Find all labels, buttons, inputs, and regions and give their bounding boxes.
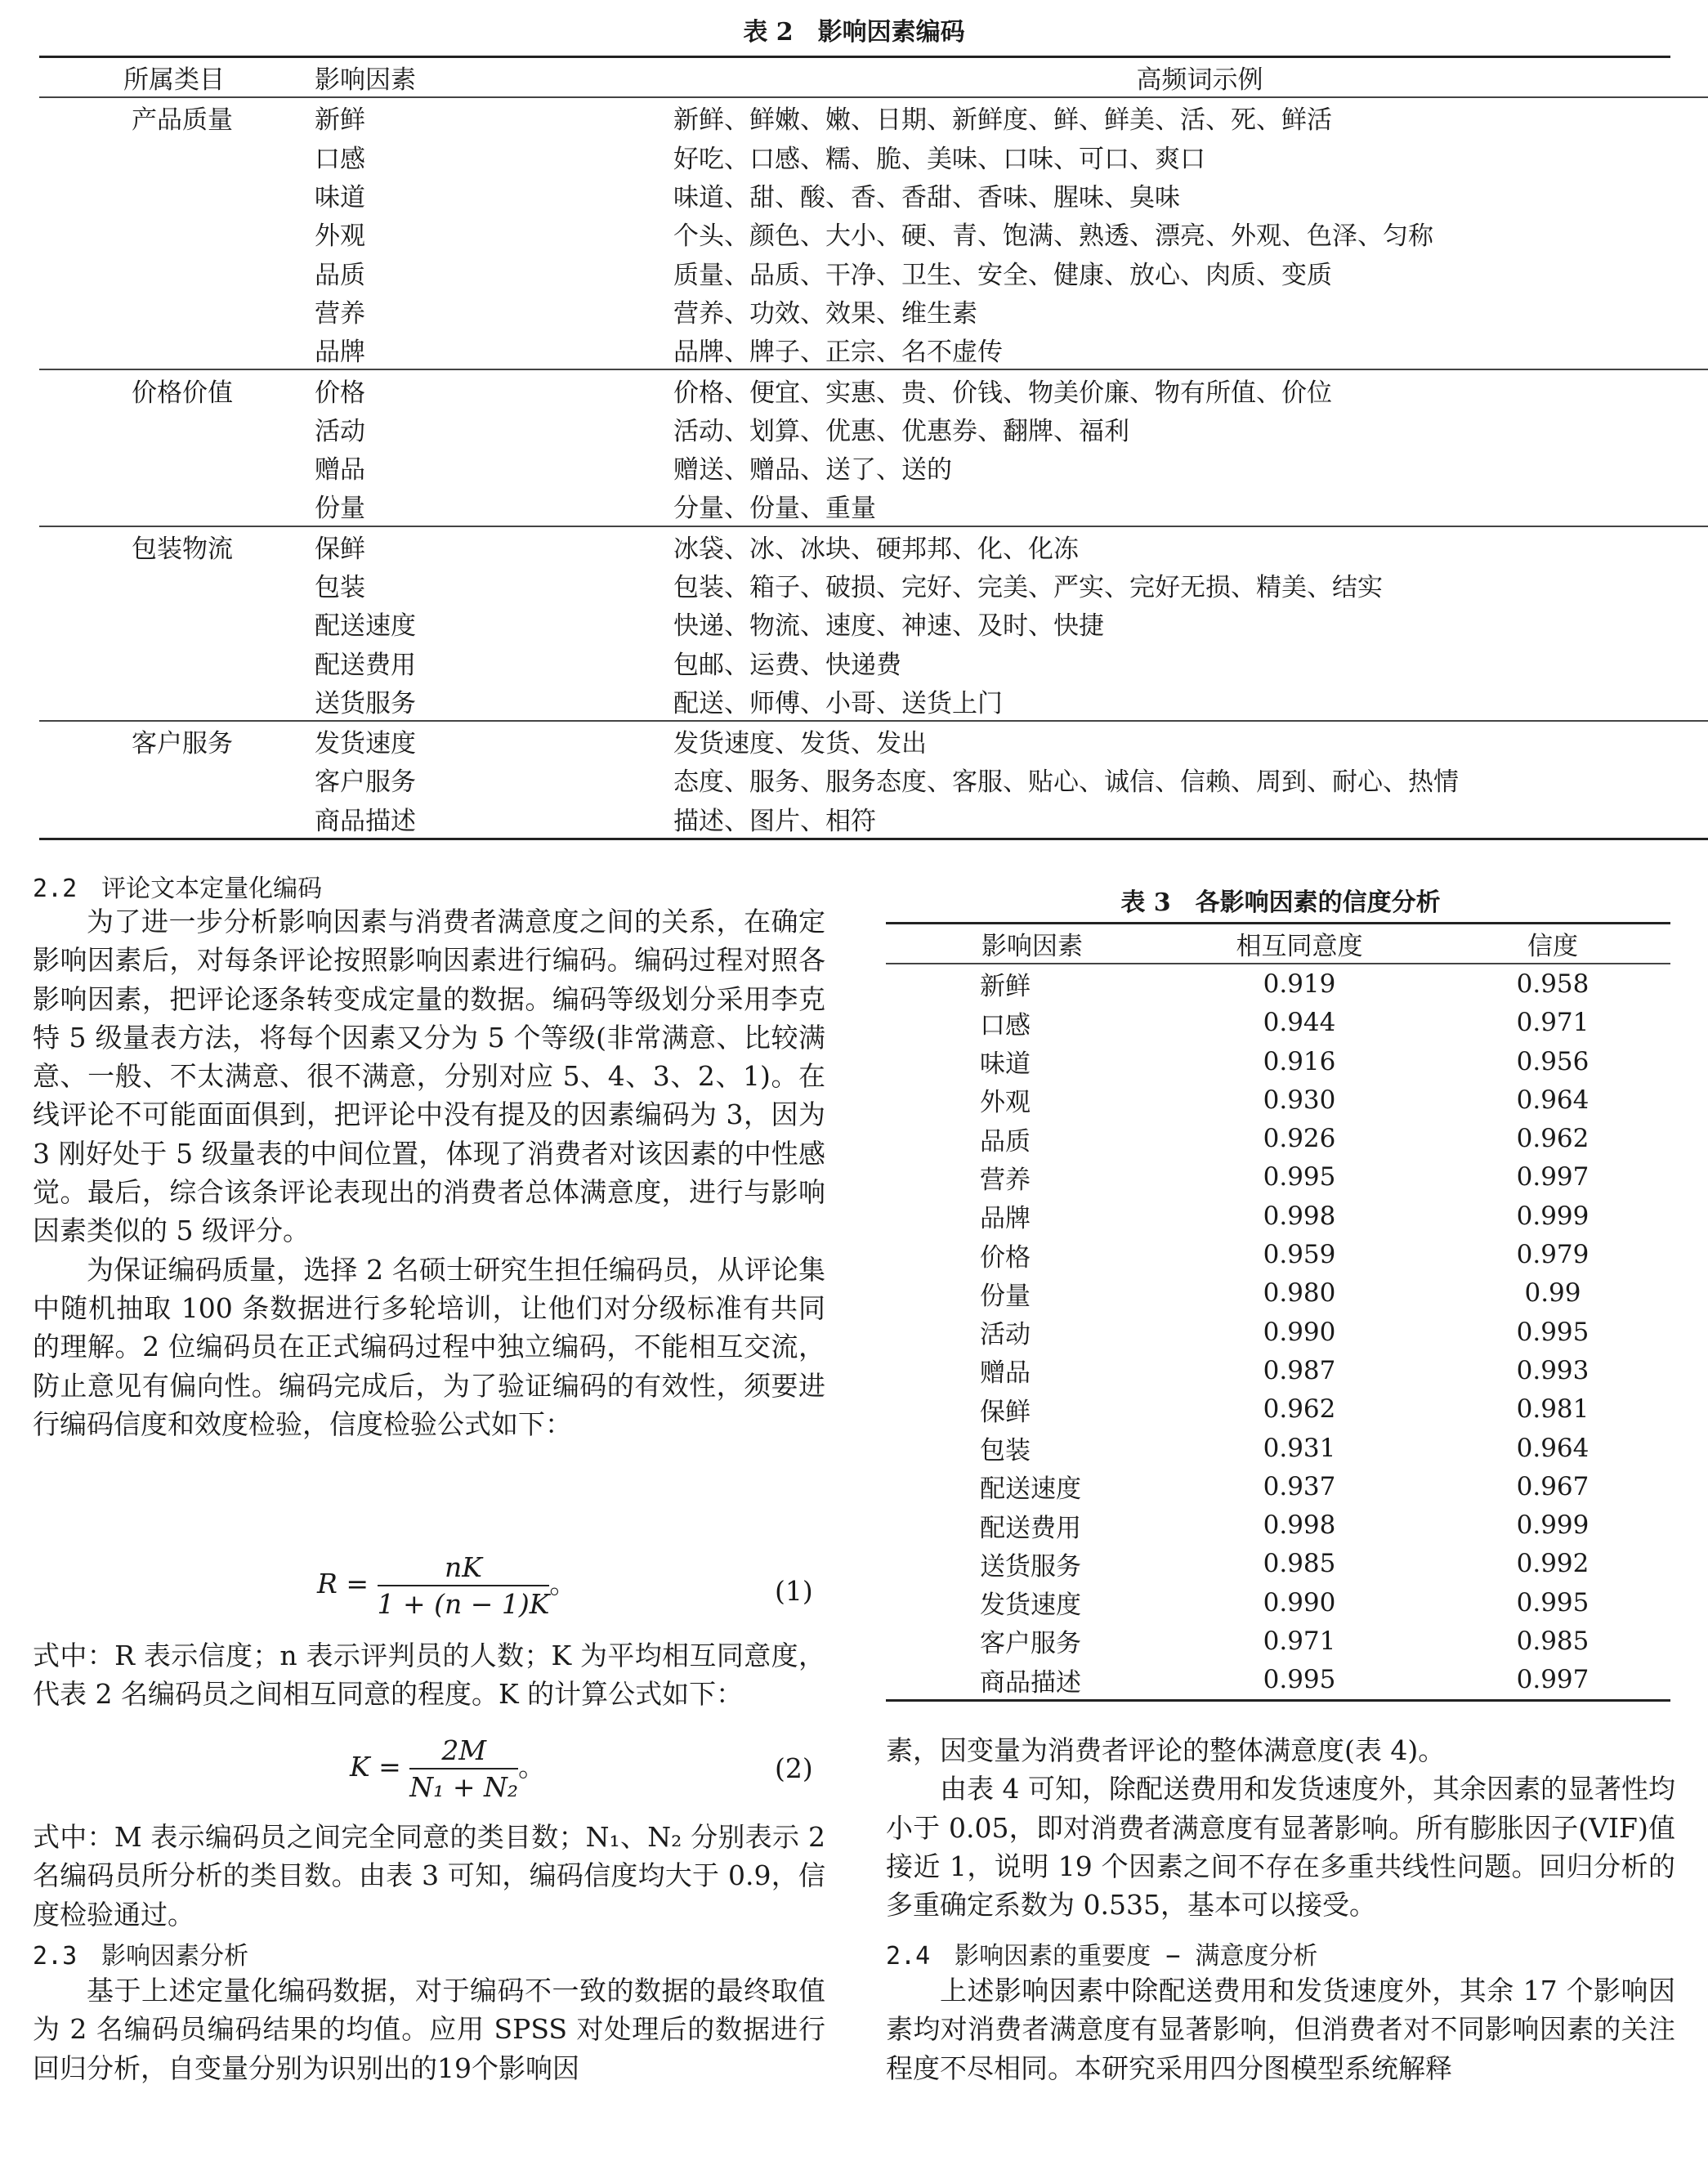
table2-row xyxy=(39,721,1708,760)
table3-factor-cell: 品质 xyxy=(980,1126,1031,1157)
table2-category-cell xyxy=(39,642,315,681)
table2-examples-cell: 味道、甜、酸、香、香甜、香味、腥味、臭味 xyxy=(673,183,1180,213)
table2-examples-cell: 活动、划算、优惠、优惠券、翻牌、福利 xyxy=(673,416,1129,446)
table2-factor-cell: 味道 xyxy=(315,183,365,213)
table3-reliability-cell: 0.997 xyxy=(1516,1665,1590,1695)
table2-row xyxy=(39,137,1708,176)
table2-examples-cell: 质量、品质、干净、卫生、安全、健康、放心、肉质、变质 xyxy=(673,260,1332,290)
para-importance-satisfaction: 上述影响因素中除配送费用和发货速度外，其余 17 个影响因素均对消费者满意度有显著影响，但消费者对不同影响因素的关注程度不尽相同。本研究采用四分图模型系统解释 xyxy=(886,1975,1675,2084)
table2-row xyxy=(39,526,1708,566)
table2-factor-cell: 送货服务 xyxy=(315,688,416,718)
table2-factor-cell: 配送速度 xyxy=(315,611,416,642)
table3-agreement-cell: 0.990 xyxy=(1263,1317,1336,1347)
table3-agreement-cell: 0.931 xyxy=(1263,1433,1336,1463)
table3-reliability-cell: 0.995 xyxy=(1516,1317,1590,1347)
table3-reliability-cell: 0.99 xyxy=(1524,1278,1581,1309)
table3-reliability-cell: 0.981 xyxy=(1516,1394,1590,1425)
table2-category-cell xyxy=(39,604,315,642)
table3 xyxy=(886,924,1670,1702)
table3-factor-cell: 配送费用 xyxy=(980,1513,1081,1543)
eq2-fraction xyxy=(409,1734,518,1803)
table2-row xyxy=(39,253,1708,291)
table2-category-cell xyxy=(39,486,315,526)
table3-row xyxy=(886,1545,1670,1583)
para-coding-quality: 为保证编码质量，选择 2 名硕士研究生担任编码员，从评论集中随机抽取 100 条数据进行多轮培训，让他们对分级标准有共同的理解。2 位编码员在正式编码过程中独立编码，不能相互交流，防止意见有偏向性。编码完成后，为了验证编码的有效性，须要进行编码信度和效度检验，信度检验公式如下： xyxy=(33,1253,825,1440)
table2-factor-cell: 外观 xyxy=(315,221,365,252)
table3-header-row xyxy=(886,924,1670,964)
table3-agreement-cell: 0.990 xyxy=(1263,1587,1336,1617)
table3-reliability-cell: 0.993 xyxy=(1516,1355,1590,1385)
table2-examples-cell: 快递、物流、速度、神速、及时、快捷 xyxy=(673,611,1104,642)
table3-row xyxy=(886,1661,1670,1701)
table2-factor-cell: 客户服务 xyxy=(315,767,416,798)
table3-reliability-cell: 0.997 xyxy=(1516,1162,1590,1192)
table2-factor-cell: 新鲜 xyxy=(315,105,365,136)
table3-reliability-cell: 0.999 xyxy=(1516,1510,1590,1541)
para-coding-intro: 为了进一步分析影响因素与消费者满意度之间的关系，在确定影响因素后，对每条评论按照影响因素进行编码。编码过程对照各影响因素，把评论逐条转变成定量的数据。编码等级划分采用李克特 5 级量表方法，将每个因素又分为 5 个等级(非常满意、比较满意、一般、不太满意、很不满意，分别对应 5、4、3、2、1)。在线评论不可能面面俱到，把评论中没有提及的因素编码为 3，因为 3 刚好处于 5 级量表的中间位置，体现了消费者对该因素的中性感觉。最后，综合该条评论表现出的消费者总体满意度，进行与影响因素类似的 5 级评分。 xyxy=(33,906,825,1247)
table3-agreement-cell: 0.995 xyxy=(1263,1665,1336,1695)
table2-category-cell xyxy=(39,292,315,330)
table2-examples-cell: 好吃、口感、糯、脆、美味、口味、可口、爽口 xyxy=(673,144,1205,174)
para-regression: 基于上述定量化编码数据，对于编码不一致的数据的最终取值为 2 名编码员编码结果的均值。应用 SPSS 对处理后的数据进行回归分析，自变量分别为识别出的19个影响因 xyxy=(33,1975,825,2084)
table2-row xyxy=(39,604,1708,642)
table3-reliability-cell: 0.967 xyxy=(1516,1471,1590,1501)
table3-row xyxy=(886,1583,1670,1622)
table2-category-cell: 价格价值 xyxy=(132,378,233,408)
table2-category-cell xyxy=(39,409,315,448)
table3-factor-cell: 商品描述 xyxy=(980,1667,1081,1698)
table2-examples-cell: 冰袋、冰、冰块、硬邦邦、化、化冻 xyxy=(673,534,1079,564)
left-paragraph-1 xyxy=(33,902,825,1443)
table2-category-cell xyxy=(39,448,315,486)
table3-agreement-cell: 0.998 xyxy=(1263,1510,1336,1541)
section-2-2-heading: 2.2 评论文本定量化编码 xyxy=(33,875,323,903)
table2-category-cell xyxy=(39,253,315,291)
table2-examples-cell: 个头、颜色、大小、硬、青、饱满、熟透、漂亮、外观、色泽、匀称 xyxy=(673,221,1433,252)
table2-factor-cell: 营养 xyxy=(315,298,365,329)
equation-1 xyxy=(317,1551,576,1620)
right-paragraph-2 xyxy=(886,1971,1675,2087)
table3-agreement-cell: 0.962 xyxy=(1263,1394,1336,1425)
table2-factor-cell: 赠品 xyxy=(315,455,365,485)
table3-row xyxy=(886,1467,1670,1506)
eq2-denominator: N₁ + N₂ xyxy=(409,1771,519,1803)
section-2-4-heading: 2.4 影响因素的重要度 − 满意度分析 xyxy=(886,1942,1318,1971)
table3-agreement-cell: 0.919 xyxy=(1263,969,1336,999)
table3-reliability-cell: 0.999 xyxy=(1516,1201,1590,1231)
table2-factor-cell: 份量 xyxy=(315,494,365,524)
table2-factor-cell: 活动 xyxy=(315,416,365,446)
table3-agreement-cell: 0.971 xyxy=(1263,1626,1336,1656)
table2-factor-cell: 发货速度 xyxy=(315,729,416,759)
table3-header-factor: 影响因素 xyxy=(981,932,1083,962)
equation-2-number: (2) xyxy=(775,1752,813,1784)
table2-category-cell xyxy=(39,566,315,604)
table2-examples-cell: 配送、师傅、小哥、送货上门 xyxy=(673,688,1003,718)
table2-category-cell xyxy=(39,176,315,214)
section-2-3-heading: 2.3 影响因素分析 xyxy=(33,1942,249,1971)
table3-reliability-cell: 0.962 xyxy=(1516,1124,1590,1154)
eq1-fraction xyxy=(378,1551,550,1620)
table2-category-cell: 包装物流 xyxy=(132,534,233,564)
table3-reliability-cell: 0.971 xyxy=(1516,1008,1590,1038)
table3-factor-cell: 活动 xyxy=(980,1320,1031,1350)
table2-examples-cell: 营养、功效、效果、维生素 xyxy=(673,298,977,329)
para-dependent-variable: 素，因变量为消费者评论的整体满意度(表 4)。 xyxy=(886,1734,1446,1766)
table2-row xyxy=(39,642,1708,681)
table3-row xyxy=(886,964,1670,1003)
table3-factor-cell: 口感 xyxy=(980,1010,1031,1040)
table2-factor-cell: 品质 xyxy=(315,260,365,290)
equation-1-number: (1) xyxy=(775,1575,813,1607)
table3-header-agreement: 相互同意度 xyxy=(1236,932,1363,962)
table3-row xyxy=(886,1197,1670,1235)
eq2-lhs: K = xyxy=(350,1751,401,1783)
table2-header-examples: 高频词示例 xyxy=(1136,65,1263,96)
table3-agreement-cell: 0.987 xyxy=(1263,1355,1336,1385)
table3-reliability-cell: 0.979 xyxy=(1516,1240,1590,1270)
table2-row xyxy=(39,760,1708,799)
table3-reliability-cell: 0.964 xyxy=(1516,1433,1590,1463)
table3-reliability-cell: 0.985 xyxy=(1516,1626,1590,1656)
table3-agreement-cell: 0.926 xyxy=(1263,1124,1336,1154)
left-paragraph-4 xyxy=(33,1971,825,2087)
table3-row xyxy=(886,1351,1670,1389)
table3-agreement-cell: 0.930 xyxy=(1263,1085,1336,1115)
table2-examples-cell: 包装、箱子、破损、完好、完美、严实、完好无损、精美、结实 xyxy=(673,573,1383,602)
table3-agreement-cell: 0.995 xyxy=(1263,1162,1336,1192)
table2-row xyxy=(39,97,1708,136)
table3-reliability-cell: 0.995 xyxy=(1516,1587,1590,1617)
table3-caption: 表 3 各影响因素的信度分析 xyxy=(1120,888,1441,917)
right-paragraph-1 xyxy=(886,1731,1675,1924)
equation-2 xyxy=(350,1734,545,1803)
para-table4-result: 由表 4 可知，除配送费用和发货速度外，其余因素的显著性均小于 0.05，即对消费者满意度有显著影响。所有膨胀因子(VIF)值接近 1，说明 19 个因素之间不存在多重共线性问题。回归分析的多重确定系数为 0.535，基本可以接受。 xyxy=(886,1773,1675,1922)
table2-row xyxy=(39,409,1708,448)
table3-reliability-cell: 0.956 xyxy=(1516,1046,1590,1076)
table3-row xyxy=(886,1429,1670,1467)
table3-row xyxy=(886,1080,1670,1119)
table2-examples-cell: 赠送、赠品、送了、送的 xyxy=(673,455,952,485)
table2 xyxy=(39,58,1708,840)
table2-header-factor: 影响因素 xyxy=(315,65,416,96)
table3-agreement-cell: 0.916 xyxy=(1263,1046,1336,1076)
table3-factor-cell: 品牌 xyxy=(980,1204,1031,1234)
table2-examples-cell: 新鲜、鲜嫩、嫩、日期、新鲜度、鲜、鲜美、活、死、鲜活 xyxy=(673,105,1332,136)
table2-header-row xyxy=(39,58,1708,97)
table2-examples-cell: 分量、份量、重量 xyxy=(673,494,876,524)
table2-category-cell: 产品质量 xyxy=(132,105,233,136)
table3-factor-cell: 份量 xyxy=(980,1281,1031,1311)
table3-agreement-cell: 0.937 xyxy=(1263,1471,1336,1501)
table2-category-cell xyxy=(39,799,315,839)
table3-row xyxy=(886,1622,1670,1660)
table2-factor-cell: 商品描述 xyxy=(315,806,416,836)
table3-factor-cell: 包装 xyxy=(980,1436,1031,1465)
left-paragraph-2 xyxy=(33,1636,825,1714)
table3-row xyxy=(886,1235,1670,1273)
table2-examples-cell: 品牌、牌子、正宗、名不虚传 xyxy=(673,338,1003,368)
table3-agreement-cell: 0.985 xyxy=(1263,1549,1336,1579)
table2-category-cell xyxy=(39,214,315,253)
table2-factor-cell: 配送费用 xyxy=(315,650,416,680)
table2-header-category: 所属类目 xyxy=(123,65,225,96)
table3-factor-cell: 营养 xyxy=(980,1165,1031,1195)
table3-factor-cell: 外观 xyxy=(980,1088,1031,1118)
table2-category-cell: 客户服务 xyxy=(132,729,233,759)
table2-factor-cell: 包装 xyxy=(315,573,365,602)
table3-agreement-cell: 0.980 xyxy=(1263,1278,1336,1309)
para-eq1-explanation: 式中：R 表示信度；n 表示评判员的人数；K 为平均相互同意度，代表 2 名编码员之间相互同意的程度。K 的计算公式如下： xyxy=(33,1640,825,1711)
table3-factor-cell: 客户服务 xyxy=(980,1629,1081,1659)
eq1-numerator: nK xyxy=(378,1551,550,1586)
table2-row xyxy=(39,214,1708,253)
table3-header-reliability: 信度 xyxy=(1527,932,1578,962)
table3-agreement-cell: 0.944 xyxy=(1263,1008,1336,1038)
table3-row xyxy=(886,1119,1670,1157)
table3-row xyxy=(886,1313,1670,1351)
table2-examples-cell: 描述、图片、相符 xyxy=(673,806,876,836)
table3-factor-cell: 发货速度 xyxy=(980,1591,1081,1621)
eq1-denominator: 1 + (n − 1)K xyxy=(377,1588,550,1620)
table2-caption: 表 2 影响因素编码 xyxy=(743,18,965,47)
table2-row xyxy=(39,330,1708,369)
left-paragraph-3 xyxy=(33,1818,825,1934)
table3-factor-cell: 味道 xyxy=(980,1049,1031,1080)
table3-agreement-cell: 0.959 xyxy=(1263,1240,1336,1270)
table2-factor-cell: 价格 xyxy=(315,378,365,408)
table2-examples-cell: 发货速度、发货、发出 xyxy=(673,729,927,759)
eq1-tail: 。 xyxy=(549,1568,577,1599)
table3-factor-cell: 送货服务 xyxy=(980,1551,1081,1582)
table2-row xyxy=(39,566,1708,604)
table3-factor-cell: 价格 xyxy=(980,1242,1031,1273)
table3-factor-cell: 赠品 xyxy=(980,1358,1031,1389)
table3-factor-cell: 保鲜 xyxy=(980,1397,1031,1427)
table3-agreement-cell: 0.998 xyxy=(1263,1201,1336,1231)
table2-row xyxy=(39,176,1708,214)
table2-examples-cell: 价格、便宜、实惠、贵、价钱、物美价廉、物有所值、价位 xyxy=(673,378,1332,408)
table2-row xyxy=(39,799,1708,839)
table2-row xyxy=(39,369,1708,409)
para-eq2-explanation: 式中：M 表示编码员之间完全同意的类目数；N₁、N₂ 分别表示 2 名编码员所分析的类目数。由表 3 可知，编码信度均大于 0.9，信度检验通过。 xyxy=(33,1821,825,1931)
table2-row xyxy=(39,486,1708,526)
table2-row xyxy=(39,292,1708,330)
table2-category-cell xyxy=(39,760,315,799)
table3-factor-cell: 新鲜 xyxy=(980,972,1031,1002)
table3-row xyxy=(886,1158,1670,1197)
table2-examples-cell: 包邮、运费、快递费 xyxy=(673,650,901,680)
table3-row xyxy=(886,1042,1670,1080)
table3-reliability-cell: 0.964 xyxy=(1516,1085,1590,1115)
eq2-numerator: 2M xyxy=(409,1734,518,1770)
table2-examples-cell: 态度、服务、服务态度、客服、贴心、诚信、信赖、周到、耐心、热情 xyxy=(673,767,1459,798)
table3-row xyxy=(886,1004,1670,1042)
table2-category-cell xyxy=(39,137,315,176)
table2-row xyxy=(39,682,1708,721)
table2-factor-cell: 口感 xyxy=(315,144,365,174)
eq1-lhs: R = xyxy=(317,1568,369,1599)
table3-row xyxy=(886,1274,1670,1313)
table3-row xyxy=(886,1390,1670,1429)
table3-reliability-cell: 0.992 xyxy=(1516,1549,1590,1579)
table2-factor-cell: 品牌 xyxy=(315,338,365,368)
eq2-tail: 。 xyxy=(518,1751,546,1783)
table2-category-cell xyxy=(39,682,315,721)
table2-factor-cell: 保鲜 xyxy=(315,534,365,564)
table2-row xyxy=(39,448,1708,486)
table3-factor-cell: 配送速度 xyxy=(980,1474,1081,1505)
table3-reliability-cell: 0.958 xyxy=(1516,969,1590,999)
table2-category-cell xyxy=(39,330,315,369)
table3-row xyxy=(886,1506,1670,1544)
